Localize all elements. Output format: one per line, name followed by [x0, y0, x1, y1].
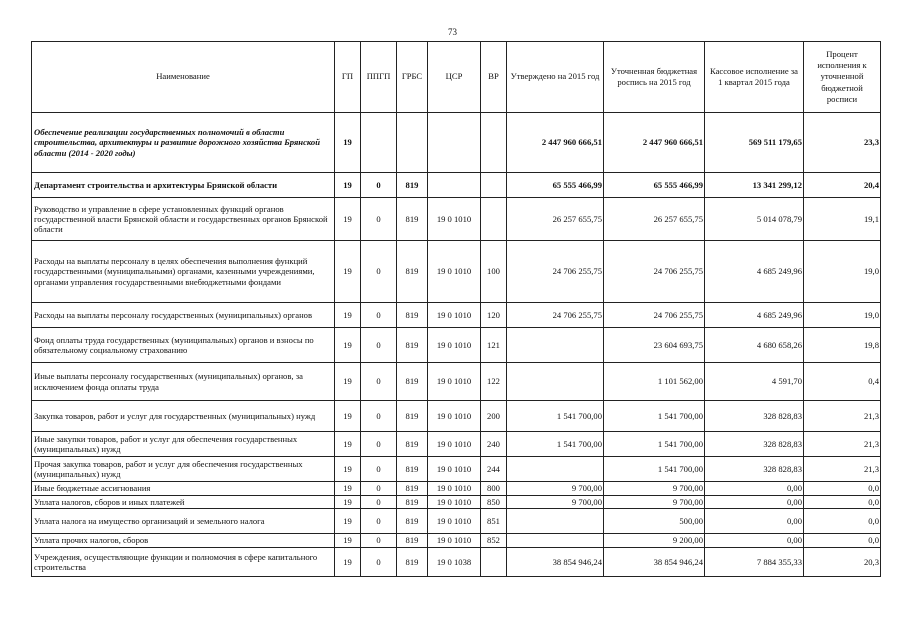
cell-cash: 328 828,83 — [705, 432, 804, 457]
cell-ppgp — [361, 113, 397, 173]
cell-vr — [481, 173, 507, 198]
cell-cash: 4 685 249,96 — [705, 241, 804, 303]
header-ppgp: ППГП — [361, 42, 397, 113]
cell-refined: 9 700,00 — [604, 482, 705, 496]
cell-ppgp: 0 — [361, 241, 397, 303]
cell-percent: 20,3 — [804, 548, 881, 577]
cell-grbs: 819 — [397, 482, 428, 496]
table-row — [32, 173, 881, 198]
cell-gp: 19 — [335, 363, 361, 401]
cell-cash: 0,00 — [705, 534, 804, 548]
cell-refined: 1 101 562,00 — [604, 363, 705, 401]
cell-approved — [507, 363, 604, 401]
cell-name: Департамент строительства и архитектуры Брянской области — [32, 173, 335, 198]
cell-csr: 19 0 1010 — [428, 534, 481, 548]
cell-percent: 21,3 — [804, 457, 881, 482]
cell-vr: 121 — [481, 328, 507, 363]
cell-ppgp: 0 — [361, 496, 397, 509]
cell-csr: 19 0 1010 — [428, 432, 481, 457]
cell-ppgp: 0 — [361, 509, 397, 534]
cell-csr — [428, 173, 481, 198]
cell-cash: 5 014 078,79 — [705, 198, 804, 241]
cell-refined: 26 257 655,75 — [604, 198, 705, 241]
cell-cash: 4 685 249,96 — [705, 303, 804, 328]
header-grbs: ГРБС — [397, 42, 428, 113]
cell-ppgp: 0 — [361, 401, 397, 432]
cell-gp: 19 — [335, 534, 361, 548]
cell-refined: 9 200,00 — [604, 534, 705, 548]
cell-csr: 19 0 1010 — [428, 509, 481, 534]
cell-ppgp: 0 — [361, 482, 397, 496]
cell-grbs: 819 — [397, 173, 428, 198]
cell-vr — [481, 198, 507, 241]
cell-name: Расходы на выплаты персоналу государственных (муниципальных) органов — [32, 303, 335, 328]
cell-approved: 26 257 655,75 — [507, 198, 604, 241]
cell-percent: 0,0 — [804, 509, 881, 534]
cell-refined: 500,00 — [604, 509, 705, 534]
cell-gp: 19 — [335, 303, 361, 328]
cell-percent: 19,1 — [804, 198, 881, 241]
cell-name: Расходы на выплаты персоналу в целях обеспечения выполнения функций государственными (муниципальными) органами, казенными учреждениями, органами управления государственными внебюджетными фондами — [32, 241, 335, 303]
header-name: Наименование — [32, 42, 335, 113]
cell-refined: 9 700,00 — [604, 496, 705, 509]
cell-csr: 19 0 1010 — [428, 482, 481, 496]
cell-name: Прочая закупка товаров, работ и услуг для обеспечения государственных (муниципальных) нужд — [32, 457, 335, 482]
cell-approved: 9 700,00 — [507, 496, 604, 509]
cell-refined: 2 447 960 666,51 — [604, 113, 705, 173]
cell-cash: 328 828,83 — [705, 457, 804, 482]
cell-cash: 13 341 299,12 — [705, 173, 804, 198]
cell-gp: 19 — [335, 457, 361, 482]
cell-approved — [507, 328, 604, 363]
cell-grbs: 819 — [397, 432, 428, 457]
table-row — [32, 457, 881, 482]
cell-gp: 19 — [335, 548, 361, 577]
cell-refined: 65 555 466,99 — [604, 173, 705, 198]
cell-grbs: 819 — [397, 457, 428, 482]
cell-grbs — [397, 113, 428, 173]
cell-vr: 244 — [481, 457, 507, 482]
cell-csr: 19 0 1038 — [428, 548, 481, 577]
header-percent: Процент исполнения к уточненной бюджетной росписи — [804, 42, 881, 113]
cell-approved: 1 541 700,00 — [507, 432, 604, 457]
cell-cash: 7 884 355,33 — [705, 548, 804, 577]
cell-percent: 0,0 — [804, 496, 881, 509]
cell-csr: 19 0 1010 — [428, 303, 481, 328]
cell-gp: 19 — [335, 496, 361, 509]
cell-name: Руководство и управление в сфере установленных функций органов государственной власти Брянской области и государственных органов Брянской области — [32, 198, 335, 241]
cell-name: Иные закупки товаров, работ и услуг для обеспечения государственных (муниципальных) нужд — [32, 432, 335, 457]
cell-percent: 19,0 — [804, 303, 881, 328]
cell-approved — [507, 457, 604, 482]
cell-refined: 24 706 255,75 — [604, 241, 705, 303]
cell-grbs: 819 — [397, 509, 428, 534]
cell-cash: 0,00 — [705, 482, 804, 496]
cell-name: Уплата налогов, сборов и иных платежей — [32, 496, 335, 509]
cell-vr: 800 — [481, 482, 507, 496]
cell-name: Уплата прочих налогов, сборов — [32, 534, 335, 548]
cell-vr: 100 — [481, 241, 507, 303]
cell-gp: 19 — [335, 328, 361, 363]
cell-name: Обеспечение реализации государственных полномочий в области строительства, архитектуры и развитие дорожного хозяйства Брянской области (2014 - 2020 годы) — [32, 113, 335, 173]
table-row — [32, 534, 881, 548]
cell-vr: 122 — [481, 363, 507, 401]
cell-grbs: 819 — [397, 241, 428, 303]
cell-vr: 240 — [481, 432, 507, 457]
header-cash: Кассовое исполнение за 1 квартал 2015 года — [705, 42, 804, 113]
cell-cash: 328 828,83 — [705, 401, 804, 432]
header-row — [32, 42, 881, 113]
cell-cash: 4 591,70 — [705, 363, 804, 401]
cell-gp: 19 — [335, 198, 361, 241]
budget-execution-table — [31, 41, 881, 577]
cell-ppgp: 0 — [361, 548, 397, 577]
cell-vr: 200 — [481, 401, 507, 432]
cell-percent: 0,0 — [804, 534, 881, 548]
cell-grbs: 819 — [397, 328, 428, 363]
table-row — [32, 496, 881, 509]
cell-gp: 19 — [335, 432, 361, 457]
cell-gp: 19 — [335, 241, 361, 303]
cell-name: Учреждения, осуществляющие функции и полномочия в сфере капитального строительства — [32, 548, 335, 577]
cell-grbs: 819 — [397, 198, 428, 241]
cell-refined: 23 604 693,75 — [604, 328, 705, 363]
cell-csr: 19 0 1010 — [428, 241, 481, 303]
cell-name: Уплата налога на имущество организаций и земельного налога — [32, 509, 335, 534]
table-row — [32, 241, 881, 303]
cell-gp: 19 — [335, 113, 361, 173]
cell-approved — [507, 534, 604, 548]
cell-csr: 19 0 1010 — [428, 457, 481, 482]
table-row — [32, 401, 881, 432]
cell-csr: 19 0 1010 — [428, 363, 481, 401]
cell-approved: 2 447 960 666,51 — [507, 113, 604, 173]
header-approved: Утверждено на 2015 год — [507, 42, 604, 113]
cell-ppgp: 0 — [361, 303, 397, 328]
cell-refined: 24 706 255,75 — [604, 303, 705, 328]
table-row — [32, 328, 881, 363]
cell-percent: 20,4 — [804, 173, 881, 198]
table-row — [32, 509, 881, 534]
cell-approved: 1 541 700,00 — [507, 401, 604, 432]
cell-name: Фонд оплаты труда государственных (муниципальных) органов и взносы по обязательному социальному страхованию — [32, 328, 335, 363]
cell-grbs: 819 — [397, 534, 428, 548]
cell-refined: 1 541 700,00 — [604, 457, 705, 482]
cell-ppgp: 0 — [361, 328, 397, 363]
cell-vr: 120 — [481, 303, 507, 328]
cell-ppgp: 0 — [361, 457, 397, 482]
cell-csr: 19 0 1010 — [428, 198, 481, 241]
page-number: 73 — [448, 27, 457, 37]
cell-grbs: 819 — [397, 496, 428, 509]
cell-approved: 24 706 255,75 — [507, 303, 604, 328]
header-vr: ВР — [481, 42, 507, 113]
cell-percent: 23,3 — [804, 113, 881, 173]
cell-ppgp: 0 — [361, 198, 397, 241]
cell-name: Иные бюджетные ассигнования — [32, 482, 335, 496]
cell-refined: 1 541 700,00 — [604, 432, 705, 457]
cell-approved: 38 854 946,24 — [507, 548, 604, 577]
cell-csr: 19 0 1010 — [428, 328, 481, 363]
table-row — [32, 432, 881, 457]
cell-vr: 852 — [481, 534, 507, 548]
cell-csr — [428, 113, 481, 173]
table-row — [32, 198, 881, 241]
cell-percent: 21,3 — [804, 432, 881, 457]
cell-cash: 0,00 — [705, 496, 804, 509]
cell-approved: 24 706 255,75 — [507, 241, 604, 303]
cell-percent: 21,3 — [804, 401, 881, 432]
cell-approved: 65 555 466,99 — [507, 173, 604, 198]
cell-percent: 19,0 — [804, 241, 881, 303]
cell-grbs: 819 — [397, 363, 428, 401]
table-row — [32, 113, 881, 173]
cell-cash: 0,00 — [705, 509, 804, 534]
cell-csr: 19 0 1010 — [428, 496, 481, 509]
header-refined: Уточненная бюджетная роспись на 2015 год — [604, 42, 705, 113]
cell-vr: 851 — [481, 509, 507, 534]
table-row — [32, 363, 881, 401]
table-row — [32, 548, 881, 577]
cell-grbs: 819 — [397, 548, 428, 577]
cell-percent: 0,0 — [804, 482, 881, 496]
cell-ppgp: 0 — [361, 173, 397, 198]
cell-refined: 1 541 700,00 — [604, 401, 705, 432]
cell-gp: 19 — [335, 173, 361, 198]
cell-vr: 850 — [481, 496, 507, 509]
cell-name: Закупка товаров, работ и услуг для государственных (муниципальных) нужд — [32, 401, 335, 432]
cell-vr — [481, 548, 507, 577]
cell-vr — [481, 113, 507, 173]
cell-ppgp: 0 — [361, 534, 397, 548]
table-row — [32, 482, 881, 496]
cell-gp: 19 — [335, 509, 361, 534]
header-csr: ЦСР — [428, 42, 481, 113]
table-row — [32, 303, 881, 328]
cell-cash: 569 511 179,65 — [705, 113, 804, 173]
cell-name: Иные выплаты персоналу государственных (муниципальных) органов, за исключением фонда оплаты труда — [32, 363, 335, 401]
cell-approved — [507, 509, 604, 534]
cell-percent: 0,4 — [804, 363, 881, 401]
cell-grbs: 819 — [397, 303, 428, 328]
cell-ppgp: 0 — [361, 363, 397, 401]
cell-approved: 9 700,00 — [507, 482, 604, 496]
cell-refined: 38 854 946,24 — [604, 548, 705, 577]
cell-gp: 19 — [335, 401, 361, 432]
cell-cash: 4 680 658,26 — [705, 328, 804, 363]
cell-ppgp: 0 — [361, 432, 397, 457]
cell-percent: 19,8 — [804, 328, 881, 363]
cell-gp: 19 — [335, 482, 361, 496]
cell-csr: 19 0 1010 — [428, 401, 481, 432]
cell-grbs: 819 — [397, 401, 428, 432]
header-gp: ГП — [335, 42, 361, 113]
